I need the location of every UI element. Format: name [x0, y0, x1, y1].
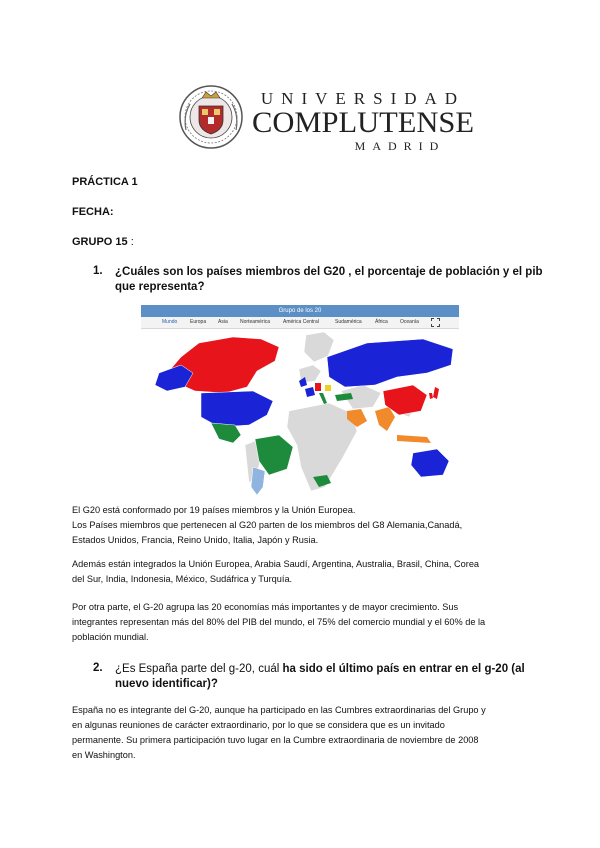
question-1-line1: ¿Cuáles son los países miembros del G20 , el porcentaje de población y el pib	[115, 266, 543, 278]
g20-members-line1: Además están integrados la Unión Europea, Arabia Saudí, Argentina, Australia, Brasil, China, Corea	[72, 559, 480, 569]
map-tab-norteamerica[interactable]: Norteamérica	[240, 319, 271, 325]
g20-intro-line2: Los Países miembros que pertenecen al G20 parten de los miembros del G8 Alemania,Canadá,	[72, 520, 463, 530]
expand-icon[interactable]	[431, 318, 440, 327]
map-brazil	[255, 435, 293, 475]
g20-intro-line1: El G20 está conformado por 19 países miembros y la Unión Europea.	[72, 505, 356, 515]
map-italy	[319, 393, 327, 404]
group-name: GRUPO 15	[72, 236, 128, 248]
group-suffix: :	[127, 236, 134, 248]
question-1-line2: que representa?	[115, 281, 205, 293]
map-india	[375, 407, 395, 431]
map-germany	[315, 383, 321, 391]
svg-text:MADRID: MADRID	[354, 139, 446, 153]
map-japan	[433, 387, 439, 399]
question-2-line2: nuevo identificar)?	[115, 678, 218, 690]
g20-members-line2: del Sur, India, Indonesia, México, Sudáfrica y Turquía.	[72, 574, 293, 584]
map-france	[305, 387, 315, 397]
world-map	[141, 329, 459, 495]
map-australia	[411, 449, 449, 477]
svg-text:UNIVERSIDAD: UNIVERSIDAD	[260, 89, 466, 108]
group-label	[72, 236, 134, 248]
university-logo	[178, 80, 478, 160]
svg-text:COMPLUTENSE: COMPLUTENSE	[252, 106, 474, 139]
map-korea	[429, 393, 433, 399]
g20-economy-line3: población mundial.	[72, 632, 149, 642]
map-eu-yellow	[325, 385, 331, 391]
question-2-line1	[115, 662, 525, 677]
spain-answer-line2: en algunas reuniones de carácter extraordinario, por lo que se considera que es un invitado	[72, 720, 445, 730]
university-seal-icon	[178, 80, 244, 154]
map-russia	[327, 339, 453, 387]
map-argentina	[251, 467, 265, 495]
question-2-line1-b: ha sido el último país en entrar en el g-20 (al	[282, 663, 525, 675]
map-tab-asia[interactable]: Asia	[218, 319, 228, 325]
g20-economy-line2: integrantes representan más del 80% del PIB del mundo, el 75% del comercio mundial y el 60% de la	[72, 617, 486, 627]
date-label: FECHA:	[72, 206, 114, 218]
map-tab-mundo[interactable]: Mundo	[162, 319, 178, 325]
question-2-line1-a: ¿Es España parte del g-20, cuál	[115, 663, 283, 675]
map-region-tabs	[141, 317, 459, 329]
map-tab-sudamerica[interactable]: Sudamérica	[335, 319, 362, 325]
map-tab-oceania[interactable]: Oceanía	[400, 319, 419, 325]
map-tab-europa[interactable]: Europa	[190, 319, 207, 325]
practice-title: PRÁCTICA 1	[72, 176, 138, 188]
map-title: Grupo de los 20	[141, 305, 459, 317]
university-wordmark	[250, 84, 476, 154]
question-1-number: 1.	[93, 265, 103, 277]
map-indonesia	[397, 435, 431, 443]
spain-answer-line1: España no es integrante del G-20, aunque ha participado en las Cumbres extraordinarias del Grupo y	[72, 705, 486, 715]
g20-map-widget	[141, 305, 459, 495]
spain-answer-line3: permanente. Su primera participación tuvo lugar en la Cumbre extraordinaria de noviembre de 2008	[72, 735, 479, 745]
map-tab-america-central[interactable]: América Central	[283, 319, 319, 325]
g20-intro-line3: Estados Unidos, Francia, Reino Unido, Italia, Japón y Rusia.	[72, 535, 319, 545]
g20-economy-line1: Por otra parte, el G-20 agrupa las 20 economías más importantes y de mayor crecimiento. Sus	[72, 602, 459, 612]
question-2-number: 2.	[93, 662, 103, 674]
map-usa	[201, 391, 273, 427]
map-tab-africa[interactable]: África	[375, 319, 388, 325]
spain-answer-line4: en Washington.	[72, 750, 136, 760]
